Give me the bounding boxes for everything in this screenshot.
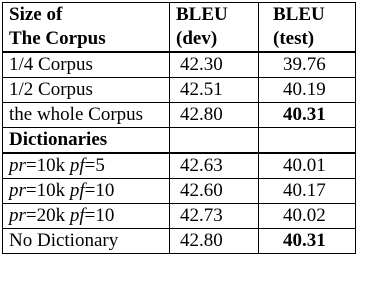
row-label — [3, 204, 170, 229]
table-row — [3, 179, 356, 204]
pf-label: pf — [69, 205, 85, 226]
dev-score: 42.80 — [170, 103, 259, 128]
test-score-best: 40.31 — [259, 103, 356, 128]
table-row — [3, 78, 356, 103]
row-label — [3, 153, 170, 179]
header-corpus-size-line1: Size of — [9, 4, 63, 25]
dev-score: 42.51 — [170, 78, 259, 103]
header-bleu-test-line1: BLEU — [273, 4, 325, 25]
table-row — [3, 229, 356, 254]
dev-score: 42.73 — [170, 204, 259, 229]
pf-value: =10 — [84, 180, 115, 201]
dev-score: 42.30 — [170, 52, 259, 78]
header-bleu-dev — [170, 3, 259, 53]
dev-score: 42.80 — [170, 229, 259, 254]
test-score-best: 40.31 — [259, 229, 356, 254]
section-label: Dictionaries — [3, 128, 170, 154]
pr-value: =10k — [25, 180, 66, 201]
pr-value: =10k — [25, 155, 66, 176]
pf-value: =10 — [84, 205, 115, 226]
pr-label: pr — [9, 155, 26, 176]
results-table — [2, 2, 356, 254]
table-row — [3, 103, 356, 128]
table-row — [3, 52, 356, 78]
header-bleu-dev-line1: BLEU — [176, 4, 228, 25]
test-score: 40.01 — [259, 153, 356, 179]
header-row — [3, 3, 356, 53]
section-empty-cell — [259, 128, 356, 154]
table-row — [3, 204, 356, 229]
dev-score: 42.63 — [170, 153, 259, 179]
pf-value: =5 — [84, 155, 105, 176]
row-label — [3, 179, 170, 204]
section-row-dictionaries — [3, 128, 356, 154]
pf-label: pf — [69, 180, 85, 201]
test-score: 40.19 — [259, 78, 356, 103]
test-score: 40.02 — [259, 204, 356, 229]
pf-label: pf — [69, 155, 85, 176]
test-score: 40.17 — [259, 179, 356, 204]
row-label: 1/2 Corpus — [3, 78, 170, 103]
header-bleu-dev-line2: (dev) — [176, 28, 218, 49]
header-corpus-size — [3, 3, 170, 53]
pr-label: pr — [9, 180, 26, 201]
row-label: No Dictionary — [3, 229, 170, 254]
row-label: 1/4 Corpus — [3, 52, 170, 78]
header-bleu-test — [259, 3, 356, 53]
dev-score: 42.60 — [170, 179, 259, 204]
table-row — [3, 153, 356, 179]
row-label: the whole Corpus — [3, 103, 170, 128]
header-bleu-test-line2: (test) — [273, 28, 315, 49]
test-score: 39.76 — [259, 52, 356, 78]
pr-value: =20k — [25, 205, 66, 226]
header-corpus-size-line2: The Corpus — [9, 28, 106, 49]
section-empty-cell — [170, 128, 259, 154]
pr-label: pr — [9, 205, 26, 226]
